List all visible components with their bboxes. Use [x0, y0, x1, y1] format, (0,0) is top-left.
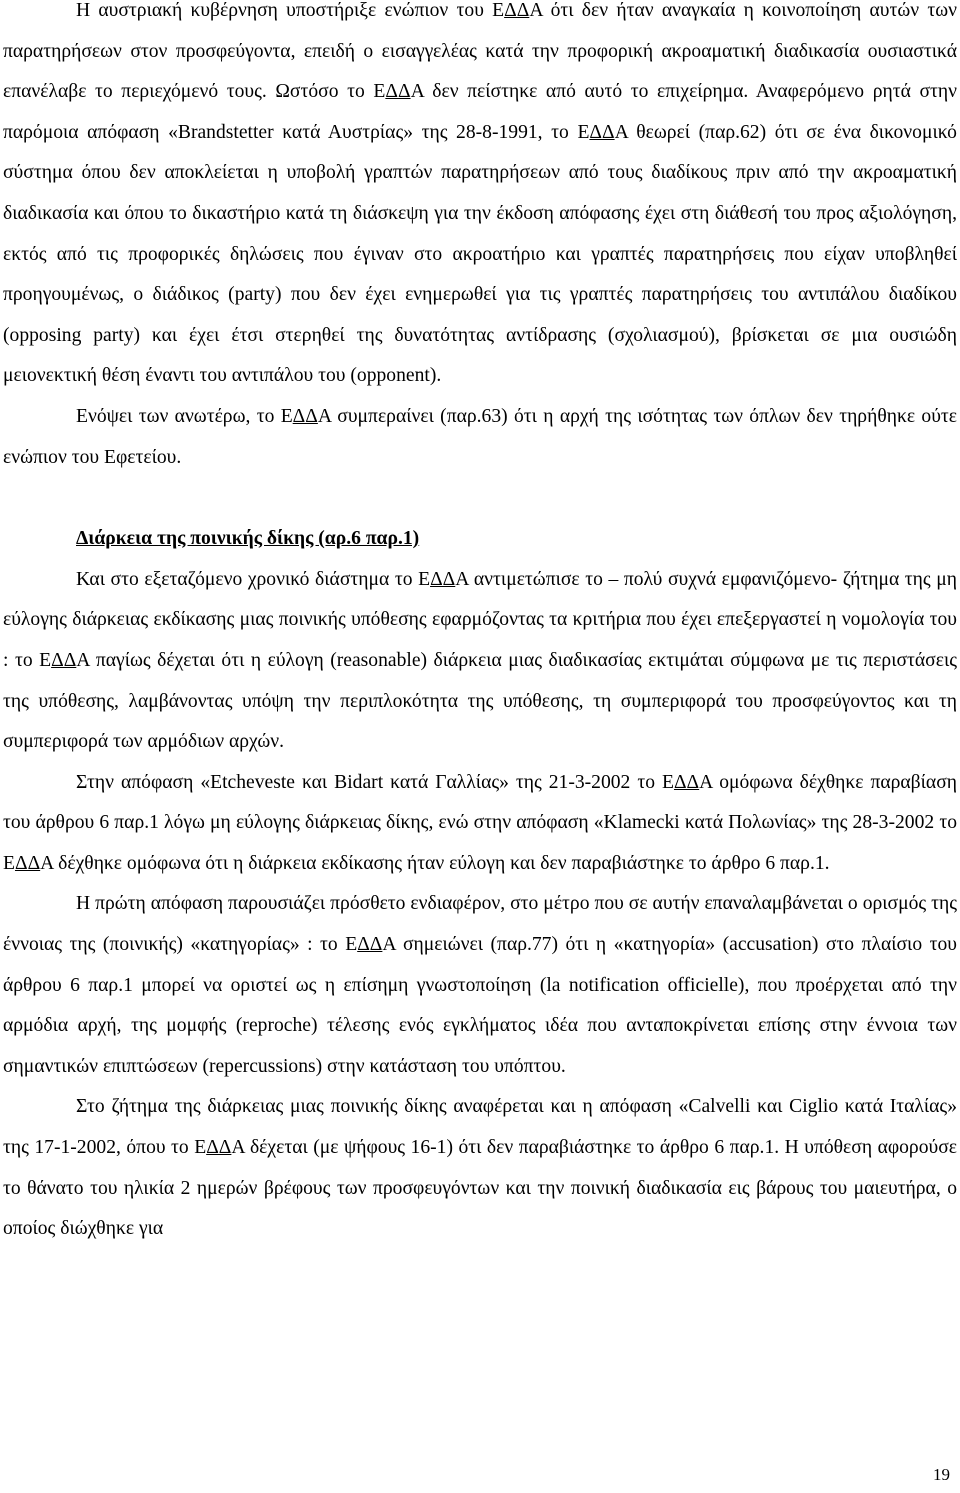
- section-heading: [3, 519, 957, 560]
- abbreviation-underline: ΔΔ: [673, 771, 700, 793]
- page-number: 19: [933, 1465, 950, 1484]
- paragraph-1: Η αυστριακή κυβέρνηση υποστήριξε ενώπιον του ΕΔΔΑ ότι δεν ήταν αναγκαία η κοινοποίηση αυτών των παρατηρήσεων στον προσφεύγοντα, επειδή ο εισαγγελέας κατά την προφορική ακροαματική διαδικασία ουσιαστικά επανέλαβε το περιεχόμενό τους. Ωστόσο το ΕΔΔΑ δεν πείστηκε από αυτό το επιχείρημα. Αναφερόμενο ρητά στην παρόμοια απόφαση «Brandstetter κατά Αυστρίας» της 28-8-1991, το ΕΔΔΑ θεωρεί (παρ.62) ότι σε ένα δικονομικό σύστημα όπου δεν αποκλείεται η υποβολή γραπτών παρατηρήσεων από τους διαδίκους πριν από την ακροαματική διαδικασία και όπου το δικαστήριο κατά τη διάσκεψη για την έκδοση απόφασης έχει στη διάθεσή του προς αξιολόγηση, εκτός από τις προφορικές δηλώσεις που έγιναν στο ακροατήριο και γραπτές παρατηρήσεις που είχαν υποβληθεί προηγουμένως, ο διάδικος (party) που δεν έχει ενημερωθεί για τις γραπτές παρατηρήσεις του αντιπάλου διαδίκου (opposing party) και έχει έτσι στερηθεί της δυνατότητας αντίδρασης (σχολιασμού), βρίσκεται σε μια ουσιώδη μειονεκτική θέση έναντι του αντιπάλου του (opponent).: [3, 0, 958, 387]
- abbreviation-underline: ΔΔ: [14, 852, 41, 874]
- page-body: [3, 0, 957, 1250]
- abbreviation-underline: ΔΔ: [206, 1137, 232, 1159]
- abbreviation-underline: ΔΔ: [430, 568, 456, 590]
- section-spacer: [3, 478, 957, 519]
- paragraph-4: Στην απόφαση «Etcheveste και Bidart κατά Γαλλίας» της 21-3-2002 το ΕΔΔΑ ομόφωνα δέχθηκε παραβίαση του άρθρου 6 παρ.1 λόγω μη εύλογης διάρκειας δίκης, ενώ στην απόφαση «Klamecki κατά Πολωνίας» της 28-3-2002 το ΕΔΔΑ δέχθηκε ομόφωνα ότι η διάρκεια εκδίκασης ήταν εύλογη και δεν παραβιάστηκε το άρθρο 6 παρ.1.: [3, 771, 957, 874]
- abbreviation-underline: ΔΔ: [385, 81, 411, 103]
- abbreviation-underline: ΔΔ: [504, 0, 530, 21]
- abbreviation-underline: ΔΔ: [589, 121, 615, 143]
- abbreviation-underline: ΔΔ: [51, 649, 77, 671]
- paragraph-2: Ενόψει των ανωτέρω, το ΕΔΔΑ συμπεραίνει (παρ.63) ότι η αρχή της ισότητας των όπλων δεν τηρήθηκε ούτε ενώπιον του Εφετείου.: [3, 405, 957, 468]
- abbreviation-underline: ΔΔ: [292, 405, 318, 427]
- paragraph-6: Στο ζήτημα της διάρκειας μιας ποινικής δίκης αναφέρεται και η απόφαση «Calvelli και Ciglio κατά Ιταλίας» της 17-1-2002, όπου το ΕΔΔΑ δέχεται (με ψήφους 16-1) ότι δεν παραβιάστηκε το άρθρο 6 παρ.1. Η υπόθεση αφορούσε το θάνατο του ηλικία 2 ημερών βρέφους των προσφευγόντων και την ποινική διαδικασία εις βάρους του μαιευτήρα, ο οποίος διώχθηκε για: [3, 1096, 957, 1240]
- abbreviation-underline: ΔΔ: [357, 934, 383, 956]
- section-heading-text: Διάρκεια της ποινικής δίκης (αρ.6 παρ.1): [76, 528, 420, 550]
- paragraph-3: Και στο εξεταζόμενο χρονικό διάστημα το ΕΔΔΑ αντιμετώπισε το – πολύ συχνά εμφανιζόμενο- ζήτημα της μη εύλογης διάρκειας εκδίκασης μιας ποινικής υπόθεσης εφαρμόζοντας τα κριτήρια που έχει επεξεργαστεί η νομολογία του : το ΕΔΔΑ παγίως δέχεται ότι η εύλογη (reasonable) διάρκεια μιας διαδικασίας εκτιμάται σύμφωνα με τις περιστάσεις της υπόθεσης, λαμβάνοντας υπόψη την περιπλοκότητα της υπόθεσης, τη συμπεριφορά του προσφεύγοντος και τη συμπεριφορά των αρμόδιων αρχών.: [3, 568, 957, 753]
- paragraph-5: Η πρώτη απόφαση παρουσιάζει πρόσθετο ενδιαφέρον, στο μέτρο που σε αυτήν επαναλαμβάνεται ο ορισμός της έννοιας της (ποινικής) «κατηγορίας» : το ΕΔΔΑ σημειώνει (παρ.77) ότι η «κατηγορία» (accusation) στο πλαίσιο του άρθρου 6 παρ.1 μπορεί να οριστεί ως η επίσημη γνωστοποίηση (la notification officielle), που προέρχεται από την αρμόδια αρχή, της μομφής (reproche) τέλεσης ενός εγκλήματος ιδέα που ανταποκρίνεται επίσης στην έννοια των σημαντικών επιπτώσεων (repercussions) στην κατάσταση του υπόπτου.: [3, 893, 957, 1077]
